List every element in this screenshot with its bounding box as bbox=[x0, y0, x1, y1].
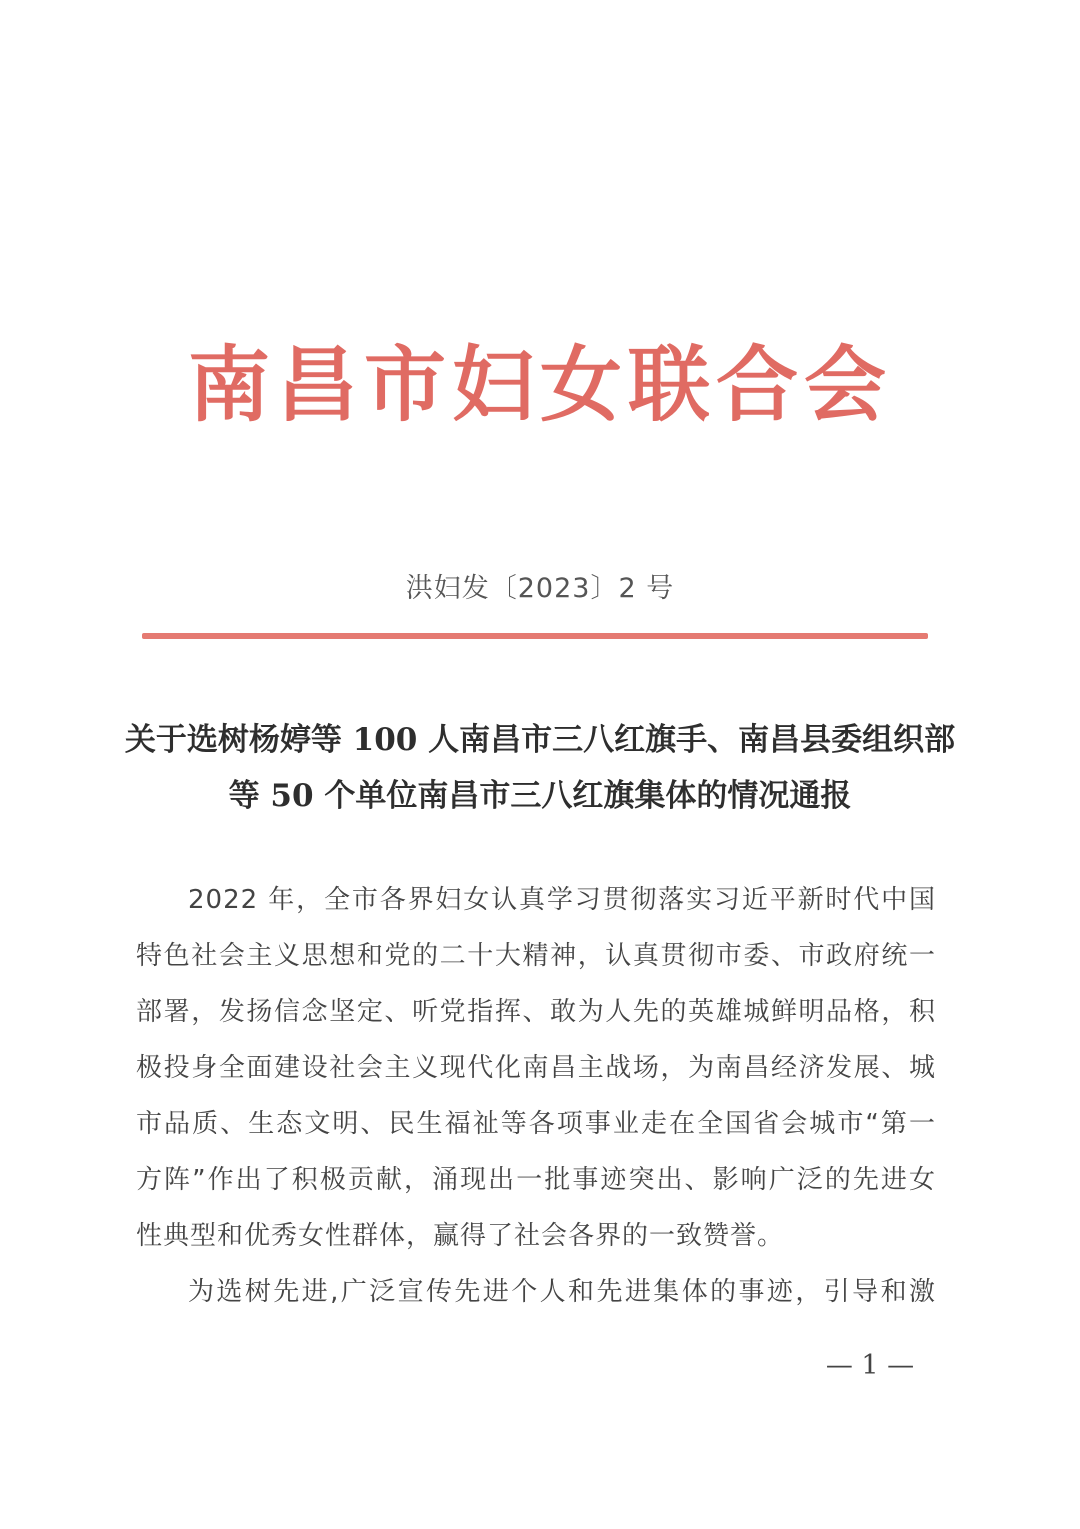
body-line: 性典型和优秀女性群体，赢得了社会各界的一致赞誉。 bbox=[136, 1221, 785, 1251]
document-number: 洪妇发〔2023〕2 号 bbox=[405, 573, 675, 604]
body-line: 方阵”作出了积极贡献，涌现出一批事迹突出、影响广泛的先进女 bbox=[136, 1165, 936, 1195]
body-line: 2022 年，全市各界妇女认真学习贯彻落实习近平新时代中国 bbox=[188, 885, 936, 915]
body-line: 特色社会主义思想和党的二十大精神，认真贯彻市委、市政府统一 bbox=[136, 941, 936, 971]
title-line-1: 关于选树杨婷等 100 人南昌市三八红旗手、南昌县委组织部 bbox=[124, 722, 956, 758]
organization-masthead: 南昌市妇女联合会 bbox=[187, 337, 892, 433]
title-line-2: 等 50 个单位南昌市三八红旗集体的情况通报 bbox=[228, 778, 852, 814]
document-title bbox=[110, 712, 970, 824]
red-divider-line bbox=[142, 633, 928, 639]
body-paragraphs bbox=[136, 872, 936, 1320]
body-line: 极投身全面建设社会主义现代化南昌主战场，为南昌经济发展、城 bbox=[136, 1053, 936, 1083]
body-line: 市品质、生态文明、民生福祉等各项事业走在全国省会城市“第一 bbox=[136, 1109, 936, 1139]
body-line: 为选树先进,广泛宣传先进个人和先进集体的事迹，引导和激 bbox=[188, 1277, 936, 1307]
page-number: — 1 — bbox=[825, 1350, 915, 1381]
body-line: 部署，发扬信念坚定、听党指挥、敢为人先的英雄城鲜明品格，积 bbox=[136, 997, 936, 1027]
